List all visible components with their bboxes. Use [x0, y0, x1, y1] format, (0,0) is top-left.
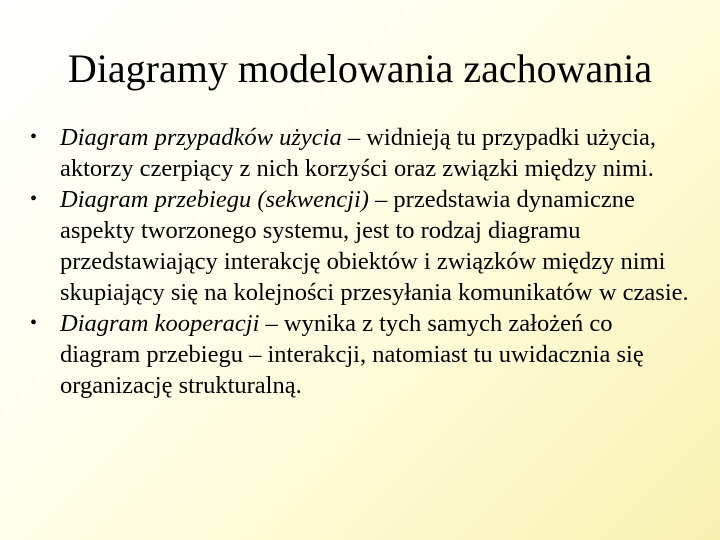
- bullet-list: [28, 122, 698, 401]
- bullet-item-use-case: [28, 122, 698, 184]
- slide-title: Diagramy modelowania zachowania: [67, 46, 653, 91]
- bullet-text: – widnieją tu przypadki użycia, aktorzy czerpiący z nich korzyści oraz związki między nimi.: [60, 124, 657, 182]
- bullet-item-sequence: [28, 184, 698, 308]
- bullet-term: Diagram kooperacji: [60, 310, 260, 337]
- bullet-text: – wynika z tych samych założeń co diagram przebiegu – interakcji, natomiast tu uwidacznia się organizację strukturalną.: [60, 310, 644, 399]
- bullet-term: Diagram przypadków użycia: [60, 124, 342, 151]
- bullet-icon: •: [30, 312, 38, 334]
- bullet-icon: •: [30, 126, 38, 148]
- bullet-icon: •: [30, 188, 38, 210]
- bullet-item-cooperation: [28, 308, 698, 401]
- bullet-term: Diagram przebiegu (sekwencji): [60, 186, 369, 213]
- bullet-text: – przedstawia dynamiczne aspekty tworzonego systemu, jest to rodzaj diagramu przedstawiający interakcję obiektów i związków między nimi skupiający się na kolejności przesyłania komunikatów w czasie.: [60, 186, 689, 306]
